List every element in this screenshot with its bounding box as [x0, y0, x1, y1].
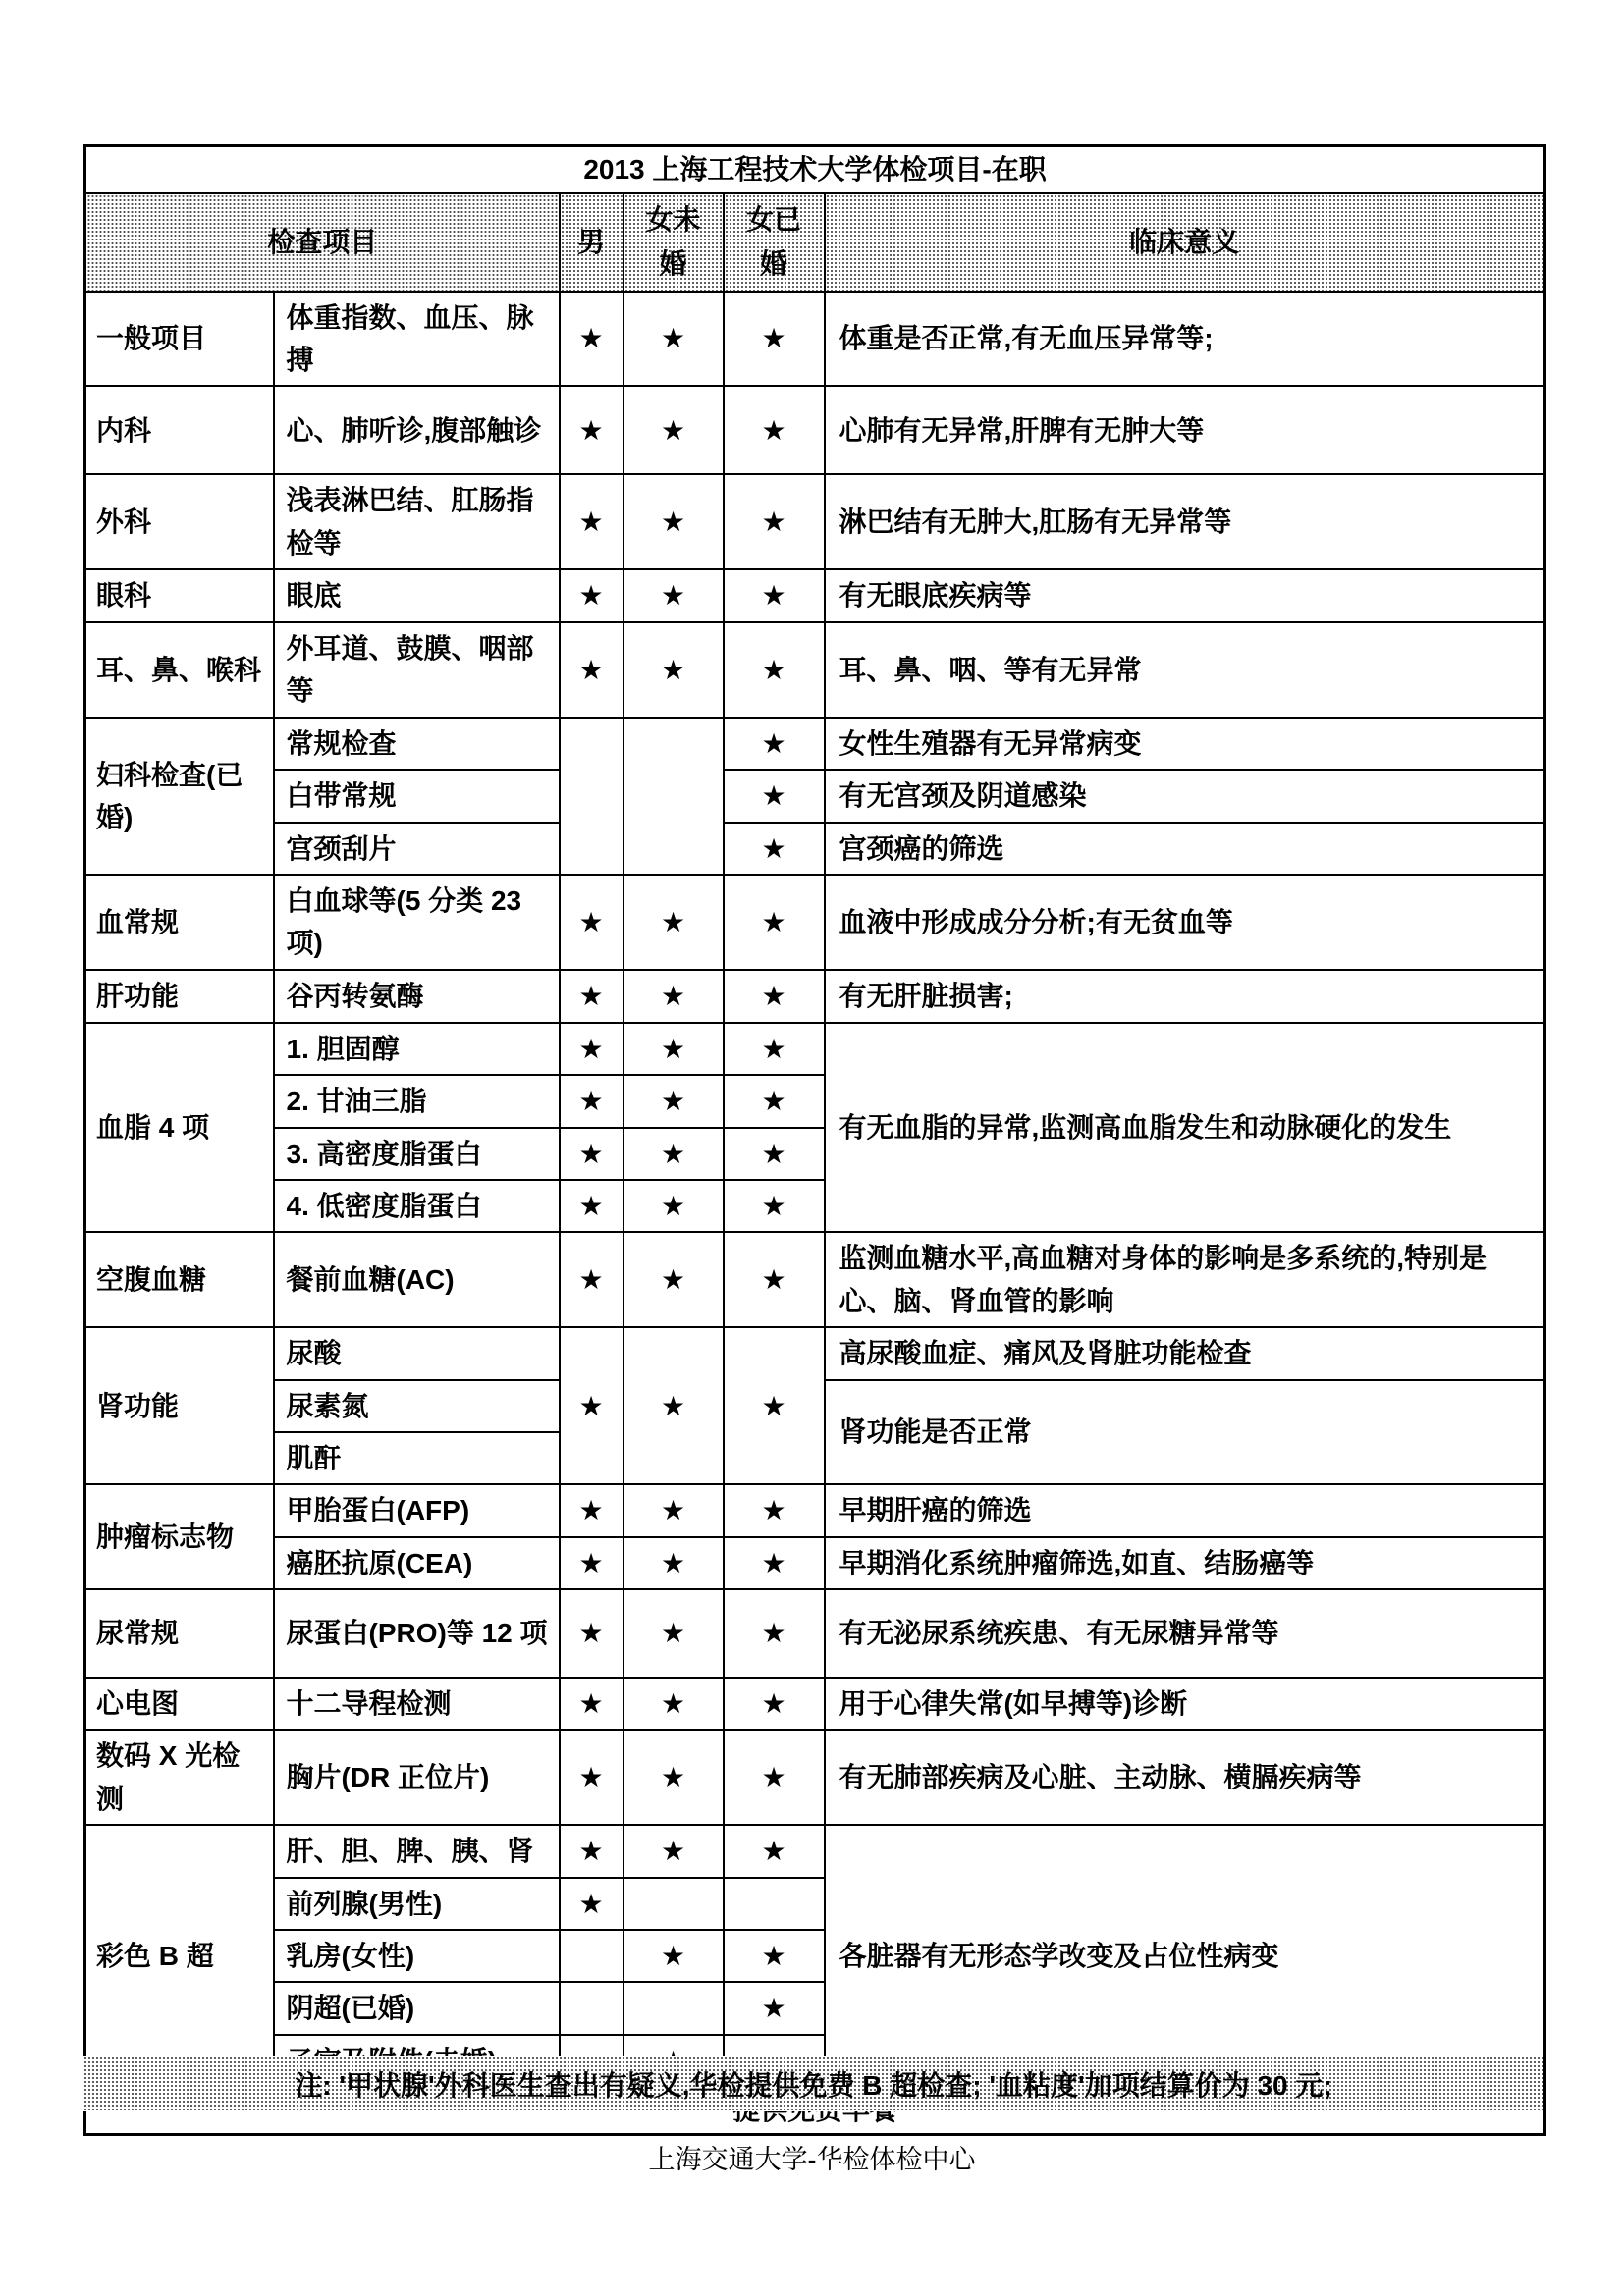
star-female-unmarried-cell: ★ — [623, 1730, 724, 1825]
meaning-cell: 血液中形成成分分析;有无贫血等 — [825, 875, 1545, 970]
star-male-cell: ★ — [560, 1825, 623, 1877]
star-male-cell: ★ — [560, 1327, 623, 1484]
item-cell: 白带常规 — [274, 770, 560, 822]
star-male-cell: ★ — [560, 1537, 623, 1589]
star-female-unmarried-cell: ★ — [623, 386, 724, 474]
star-female-married-cell: ★ — [724, 970, 825, 1023]
table-row — [85, 1678, 1545, 1730]
star-female-unmarried-cell: ★ — [623, 1023, 724, 1075]
category-cell: 肿瘤标志物 — [85, 1484, 274, 1589]
category-cell: 耳、鼻、喉科 — [85, 622, 274, 718]
table-row — [85, 1589, 1545, 1678]
item-cell: 眼底 — [274, 569, 560, 622]
star-female-unmarried-cell: ★ — [623, 1075, 724, 1127]
meaning-cell: 有无肺部疾病及心脏、主动脉、横膈疾病等 — [825, 1730, 1545, 1825]
page-title: 2013 上海工程技术大学体检项目-在职 — [85, 146, 1545, 193]
star-female-married-cell — [724, 1878, 825, 1930]
star-female-married-cell: ★ — [724, 1730, 825, 1825]
star-female-unmarried-cell: ★ — [623, 875, 724, 970]
meaning-cell: 各脏器有无形态学改变及占位性病变 — [825, 1825, 1545, 2087]
meaning-cell: 有无肝脏损害; — [825, 970, 1545, 1023]
table-row — [85, 1484, 1545, 1536]
star-female-married-cell: ★ — [724, 622, 825, 718]
star-female-unmarried-cell — [623, 1982, 724, 2034]
item-cell: 尿蛋白(PRO)等 12 项 — [274, 1589, 560, 1678]
item-cell: 癌胚抗原(CEA) — [274, 1537, 560, 1589]
star-female-unmarried-cell: ★ — [623, 1825, 724, 1877]
meaning-cell: 有无泌尿系统疾患、有无尿糖异常等 — [825, 1589, 1545, 1678]
star-female-unmarried-cell: ★ — [623, 1537, 724, 1589]
category-cell: 肾功能 — [85, 1327, 274, 1484]
star-female-married-cell: ★ — [724, 1180, 825, 1232]
item-cell: 乳房(女性) — [274, 1930, 560, 1982]
star-female-married-cell: ★ — [724, 823, 825, 875]
star-male-cell — [560, 1930, 623, 1982]
meaning-cell: 有无血脂的异常,监测高血脂发生和动脉硬化的发生 — [825, 1023, 1545, 1233]
table-row — [85, 569, 1545, 622]
star-male-cell: ★ — [560, 1232, 623, 1327]
column-header-female-married — [724, 193, 825, 292]
item-cell: 2. 甘油三脂 — [274, 1075, 560, 1127]
item-cell: 体重指数、血压、脉搏 — [274, 292, 560, 387]
item-cell: 心、肺听诊,腹部触诊 — [274, 386, 560, 474]
star-female-married-cell: ★ — [724, 1589, 825, 1678]
star-male-cell: ★ — [560, 1589, 623, 1678]
category-cell: 妇科检查(已婚) — [85, 718, 274, 875]
org-footer: 上海交通大学-华检体检中心 — [648, 2145, 976, 2174]
title-row — [85, 146, 1545, 193]
meaning-cell: 心肺有无异常,肝脾有无肿大等 — [825, 386, 1545, 474]
item-cell: 肌酐 — [274, 1432, 560, 1484]
table-row — [85, 823, 1545, 875]
meaning-cell: 用于心律失常(如早搏等)诊断 — [825, 1678, 1545, 1730]
note-bar — [83, 2056, 1543, 2111]
star-male-cell: ★ — [560, 622, 623, 718]
table-row — [85, 1537, 1545, 1589]
item-cell: 十二导程检测 — [274, 1678, 560, 1730]
column-header-male: 男 — [560, 193, 623, 292]
category-cell: 外科 — [85, 474, 274, 569]
star-female-married-cell: ★ — [724, 770, 825, 822]
star-male-cell: ★ — [560, 1678, 623, 1730]
item-cell: 肝、胆、脾、胰、肾 — [274, 1825, 560, 1877]
star-male-cell: ★ — [560, 1023, 623, 1075]
table-row — [85, 474, 1545, 569]
star-female-unmarried-cell: ★ — [623, 1180, 724, 1232]
meaning-cell: 高尿酸血症、痛风及肾脏功能检查 — [825, 1327, 1545, 1379]
star-female-unmarried-cell: ★ — [623, 1128, 724, 1180]
star-male-cell: ★ — [560, 1128, 623, 1180]
star-female-married-cell: ★ — [724, 569, 825, 622]
item-cell: 餐前血糖(AC) — [274, 1232, 560, 1327]
star-female-unmarried-cell: ★ — [623, 569, 724, 622]
star-female-married-cell: ★ — [724, 292, 825, 387]
star-male-cell: ★ — [560, 1180, 623, 1232]
star-female-married-cell: ★ — [724, 1678, 825, 1730]
item-cell: 白血球等(5 分类 23 项) — [274, 875, 560, 970]
item-cell: 浅表淋巴结、肛肠指检等 — [274, 474, 560, 569]
category-cell: 内科 — [85, 386, 274, 474]
meaning-cell: 淋巴结有无肿大,肛肠有无异常等 — [825, 474, 1545, 569]
meaning-cell: 早期消化系统肿瘤筛选,如直、结肠癌等 — [825, 1537, 1545, 1589]
star-male-cell: ★ — [560, 474, 623, 569]
table-row — [85, 1730, 1545, 1825]
star-female-married-cell: ★ — [724, 386, 825, 474]
star-male-cell: ★ — [560, 386, 623, 474]
star-male-cell: ★ — [560, 292, 623, 387]
meaning-cell: 耳、鼻、咽、等有无异常 — [825, 622, 1545, 718]
star-female-married-cell: ★ — [724, 474, 825, 569]
table-row — [85, 292, 1545, 387]
item-cell: 4. 低密度脂蛋白 — [274, 1180, 560, 1232]
star-male-cell: ★ — [560, 1730, 623, 1825]
item-cell: 胸片(DR 正位片) — [274, 1730, 560, 1825]
table-row — [85, 970, 1545, 1023]
table-row — [85, 622, 1545, 718]
star-male-cell — [560, 718, 623, 875]
meaning-cell: 肾功能是否正常 — [825, 1380, 1545, 1485]
star-female-unmarried-cell: ★ — [623, 1589, 724, 1678]
category-cell: 数码 X 光检测 — [85, 1730, 274, 1825]
column-header-female-unmarried — [623, 193, 724, 292]
table-row — [85, 1023, 1545, 1075]
item-cell: 谷丙转氨酶 — [274, 970, 560, 1023]
star-female-married-cell: ★ — [724, 1982, 825, 2034]
table-row — [85, 386, 1545, 474]
exam-items-table — [83, 144, 1546, 2136]
star-female-married-cell: ★ — [724, 1075, 825, 1127]
table-row — [85, 1825, 1545, 1877]
star-female-unmarried-cell: ★ — [623, 622, 724, 718]
meaning-cell: 有无眼底疾病等 — [825, 569, 1545, 622]
star-male-cell: ★ — [560, 875, 623, 970]
table-row — [85, 718, 1545, 770]
meaning-cell: 宫颈癌的筛选 — [825, 823, 1545, 875]
item-cell: 外耳道、鼓膜、咽部等 — [274, 622, 560, 718]
star-male-cell — [560, 1982, 623, 2034]
star-female-unmarried-cell: ★ — [623, 1678, 724, 1730]
star-male-cell: ★ — [560, 1075, 623, 1127]
star-female-married-cell: ★ — [724, 1484, 825, 1536]
star-female-married-cell: ★ — [724, 875, 825, 970]
star-female-unmarried-cell — [623, 1878, 724, 1930]
column-header-female-unmarried-label: 女未婚 — [645, 203, 701, 279]
star-male-cell: ★ — [560, 1878, 623, 1930]
star-male-cell: ★ — [560, 569, 623, 622]
meaning-cell: 体重是否正常,有无血压异常等; — [825, 292, 1545, 387]
star-female-married-cell: ★ — [724, 1930, 825, 1982]
item-cell: 尿酸 — [274, 1327, 560, 1379]
table-row — [85, 1327, 1545, 1379]
item-cell: 甲胎蛋白(AFP) — [274, 1484, 560, 1536]
category-cell: 尿常规 — [85, 1589, 274, 1678]
star-female-unmarried-cell: ★ — [623, 1327, 724, 1484]
meaning-cell: 监测血糖水平,高血糖对身体的影响是多系统的,特别是心、脑、肾血管的影响 — [825, 1232, 1545, 1327]
star-female-married-cell: ★ — [724, 1327, 825, 1484]
item-cell: 1. 胆固醇 — [274, 1023, 560, 1075]
star-female-unmarried-cell: ★ — [623, 292, 724, 387]
category-cell: 一般项目 — [85, 292, 274, 387]
category-cell: 血脂 4 项 — [85, 1023, 274, 1233]
star-female-married-cell: ★ — [724, 1128, 825, 1180]
star-female-unmarried-cell — [623, 718, 724, 875]
star-male-cell: ★ — [560, 970, 623, 1023]
table-row — [85, 1232, 1545, 1327]
item-cell: 3. 高密度脂蛋白 — [274, 1128, 560, 1180]
table-row — [85, 875, 1545, 970]
category-cell: 肝功能 — [85, 970, 274, 1023]
star-female-unmarried-cell: ★ — [623, 474, 724, 569]
star-female-unmarried-cell: ★ — [623, 1930, 724, 1982]
category-cell: 眼科 — [85, 569, 274, 622]
meaning-cell: 早期肝癌的筛选 — [825, 1484, 1545, 1536]
item-cell: 常规检查 — [274, 718, 560, 770]
star-female-unmarried-cell: ★ — [623, 1484, 724, 1536]
column-header-meaning: 临床意义 — [825, 193, 1545, 292]
table-row — [85, 770, 1545, 822]
star-female-married-cell: ★ — [724, 1825, 825, 1877]
item-cell: 尿素氮 — [274, 1380, 560, 1432]
star-female-married-cell: ★ — [724, 718, 825, 770]
star-male-cell: ★ — [560, 1484, 623, 1536]
star-female-married-cell: ★ — [724, 1232, 825, 1327]
meaning-cell: 女性生殖器有无异常病变 — [825, 718, 1545, 770]
star-female-married-cell: ★ — [724, 1023, 825, 1075]
header-row — [85, 193, 1545, 292]
category-cell: 心电图 — [85, 1678, 274, 1730]
item-cell: 阴超(已婚) — [274, 1982, 560, 2034]
column-header-female-married-label: 女已婚 — [745, 203, 801, 279]
meaning-cell: 有无宫颈及阴道感染 — [825, 770, 1545, 822]
item-cell: 前列腺(男性) — [274, 1878, 560, 1930]
category-cell: 血常规 — [85, 875, 274, 970]
star-female-unmarried-cell: ★ — [623, 970, 724, 1023]
star-female-unmarried-cell: ★ — [623, 1232, 724, 1327]
star-female-married-cell: ★ — [724, 1537, 825, 1589]
category-cell: 空腹血糖 — [85, 1232, 274, 1327]
item-cell: 宫颈刮片 — [274, 823, 560, 875]
column-header-item: 检查项目 — [85, 193, 560, 292]
category-cell: 彩色 B 超 — [85, 1825, 274, 2087]
note-text: 注: '甲状腺'外科医生查出有疑义,华检提供免费 B 超检查; '血粘度'加项结算价为 30 元; — [295, 2070, 1332, 2101]
